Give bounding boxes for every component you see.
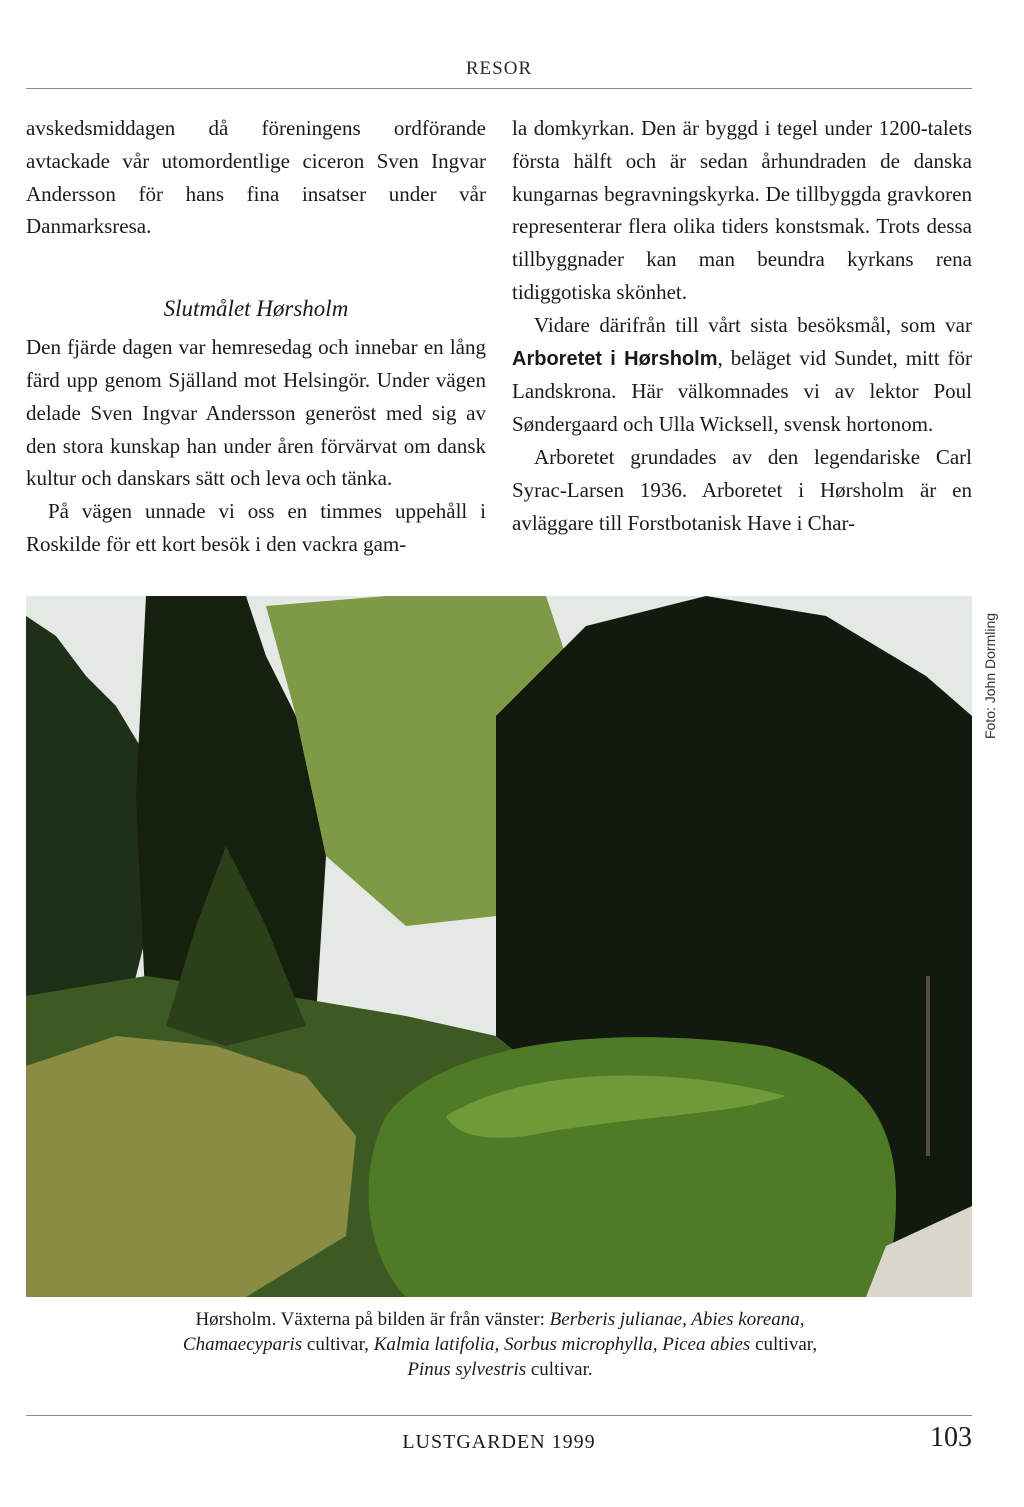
right-column	[512, 112, 972, 539]
arboretum-photo	[26, 596, 972, 1297]
left-column	[26, 112, 486, 561]
arboretum-name: Arboretet i Hørsholm	[512, 347, 718, 370]
left-paragraph-2: Den fjärde dagen var hemresedag och innebar en lång färd upp genom Själland mot Helsingör. Under vägen delade Sven Ingvar Andersson generöst med sig av den stora kunskap han under åren förvärvat om dansk kultur och danskars sätt och leva och tänka.	[26, 335, 486, 491]
caption-text-2: cultivar,	[302, 1334, 374, 1355]
photo-credit	[975, 596, 1005, 756]
caption-text-4: cultivar.	[526, 1359, 593, 1380]
photo-caption	[60, 1307, 940, 1382]
photo-illustration	[26, 596, 972, 1297]
caption-species-3: Kalmia latifolia, Sorbus microphylla, Picea abies	[373, 1334, 751, 1355]
right-paragraph-1: la domkyrkan. Den är byggd i tegel under 1200-talets första hälft och är sedan århundraden de danska kungarnas begravningskyrka. De tillbyggda gravkoren representerar flera olika tiders konstsmak. Trots dessa tillbyggnader kan man beundra kyrkans rena tidiggotiska skönhet.	[512, 116, 972, 304]
header-rule	[26, 88, 972, 89]
right-paragraph-2	[512, 309, 972, 441]
p2-text-before: Vidare därifrån till vårt sista besöksmål, som var	[534, 312, 972, 337]
journal-title: LUSTGARDEN 1999	[402, 1431, 596, 1453]
caption-place: Hørsholm.	[195, 1309, 277, 1330]
caption-text-3: cultivar,	[750, 1334, 818, 1355]
caption-species-4: Pinus sylvestris	[407, 1359, 527, 1380]
caption-text-1: Växterna på bilden är från vänster:	[276, 1309, 550, 1330]
subheading: Slutmålet Hørsholm	[163, 296, 349, 322]
left-paragraph-3: På vägen unnade vi oss en timmes uppehåll i Roskilde för ett kort besök i den vackra gam-	[26, 499, 486, 556]
p2-text-after: , beläget vid Sundet, mitt för Landskrona. Här välkomnades vi av lektor Poul Søndergaard och Ulla Wicksell, svensk hortonom.	[512, 345, 972, 437]
page-number: 103	[930, 1422, 972, 1453]
caption-species-1: Berberis julianae, Abies koreana,	[549, 1309, 805, 1330]
caption-species-2: Chamaecyparis	[182, 1334, 303, 1355]
photo-credit-text: Foto: John Dormling	[982, 612, 998, 740]
left-paragraph-1: avskedsmiddagen då föreningens ordförande avtackade vår utomordentlige ciceron Sven Ingvar Andersson för hans fina insatser under vår Danmarksresa.	[26, 116, 486, 239]
running-header: RESOR	[465, 58, 533, 79]
plant-label-post	[926, 976, 930, 1156]
footer-rule	[26, 1415, 972, 1416]
page-footer	[26, 1422, 972, 1468]
right-paragraph-3: Arboretet grundades av den legendariske Carl Syrac-Larsen 1936. Arboretet i Hørsholm är en avläggare till Forstbotanisk Have i Char-	[512, 444, 972, 535]
